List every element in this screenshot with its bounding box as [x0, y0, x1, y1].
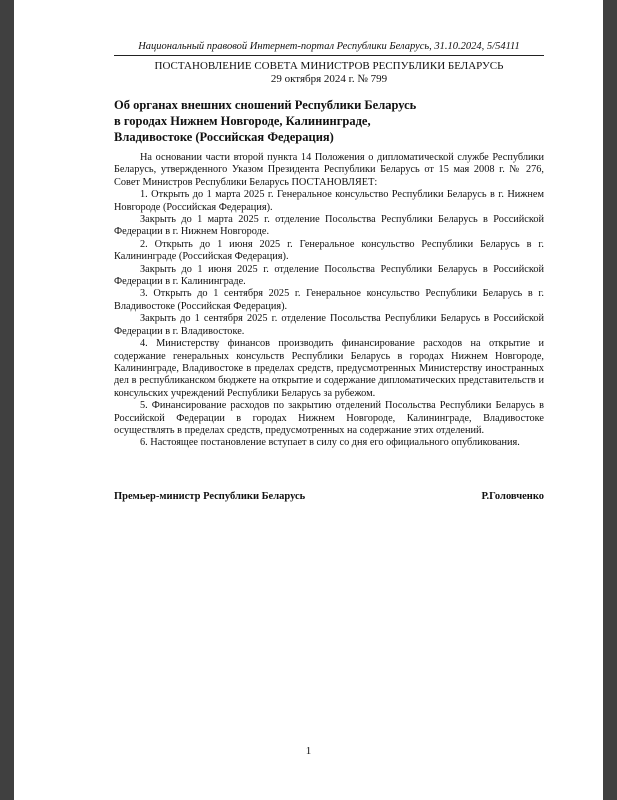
page-number: 1: [305, 745, 312, 757]
body-paragraph: 6. Настоящее постановление вступает в силу со дня его официального опубликования.: [140, 437, 520, 449]
portal-header: Национальный правовой Интернет-портал Республики Беларусь, 31.10.2024, 5/54111: [138, 41, 520, 52]
document-title-line: Владивостоке (Российская Федерация): [114, 130, 334, 144]
body-paragraph: Закрыть до 1 июня 2025 г. отделение Посольства Республики Беларусь в Российской Федерации в г. Калининграде.: [114, 263, 544, 288]
body-paragraph: 3. Открыть до 1 сентября 2025 г. Генеральное консульство Республики Беларусь в г. Владивостоке (Российская Федерация).: [114, 288, 544, 312]
document-page: [14, 0, 603, 800]
signatory-name: Р.Головченко: [481, 491, 544, 502]
document-title: [114, 97, 544, 145]
decree-heading: [114, 60, 544, 86]
document-body: [114, 152, 544, 450]
preamble-paragraph: На основании части второй пункта 14 Положения о дипломатической службе Республики Беларусь, утвержденного Указом Президента Республики Беларусь от 15 мая 2008 г. № 276, Совет Министров Республики Беларусь ПОСТАНОВЛЯЕТ:: [114, 152, 544, 188]
body-paragraph: 4. Министерству финансов производить финансирование расходов на открытие и содержание генеральных консульств Республики Беларусь в городах Нижнем Новгороде, Калининграде, Владивостоке в пределах средств, предусмотренных Министерству иностранных дел в республиканском бюджете на открытие и содержание дипломатических представительств и консульских учреждений Республики Беларусь за рубежом.: [114, 338, 544, 399]
body-paragraph: 1. Открыть до 1 марта 2025 г. Генеральное консульство Республики Беларусь в г. Нижнем Новгороде (Российская Федерация).: [114, 189, 544, 213]
signature-block: [114, 490, 544, 503]
body-paragraph: 2. Открыть до 1 июня 2025 г. Генеральное консульство Республики Беларусь в г. Калининграде (Российская Федерация).: [114, 238, 544, 263]
document-title-line: в городах Нижнем Новгороде, Калининграде,: [114, 114, 371, 128]
decree-title: ПОСТАНОВЛЕНИЕ СОВЕТА МИНИСТРОВ РЕСПУБЛИКИ БЕЛАРУСЬ: [154, 60, 504, 72]
header-divider: [114, 55, 544, 56]
body-paragraph: Закрыть до 1 марта 2025 г. отделение Посольства Республики Беларусь в Российской Федерации в г. Нижнем Новгороде.: [114, 214, 544, 238]
body-paragraph: 5. Финансирование расходов по закрытию отделений Посольства Республики Беларусь в Российской Федерации в городах Нижнем Новгороде, Калининграде, Владивостоке осуществлять в пределах средств, предусмотренных на содержание этих отделений.: [114, 400, 544, 436]
decree-date-number: 29 октября 2024 г. № 799: [270, 73, 388, 85]
signatory-position: Премьер-министр Республики Беларусь: [114, 491, 306, 502]
body-paragraph: Закрыть до 1 сентября 2025 г. отделение Посольства Республики Беларусь в Российской Федерации в г. Владивостоке.: [114, 313, 544, 337]
document-title-line: Об органах внешних сношений Республики Беларусь: [114, 98, 417, 112]
